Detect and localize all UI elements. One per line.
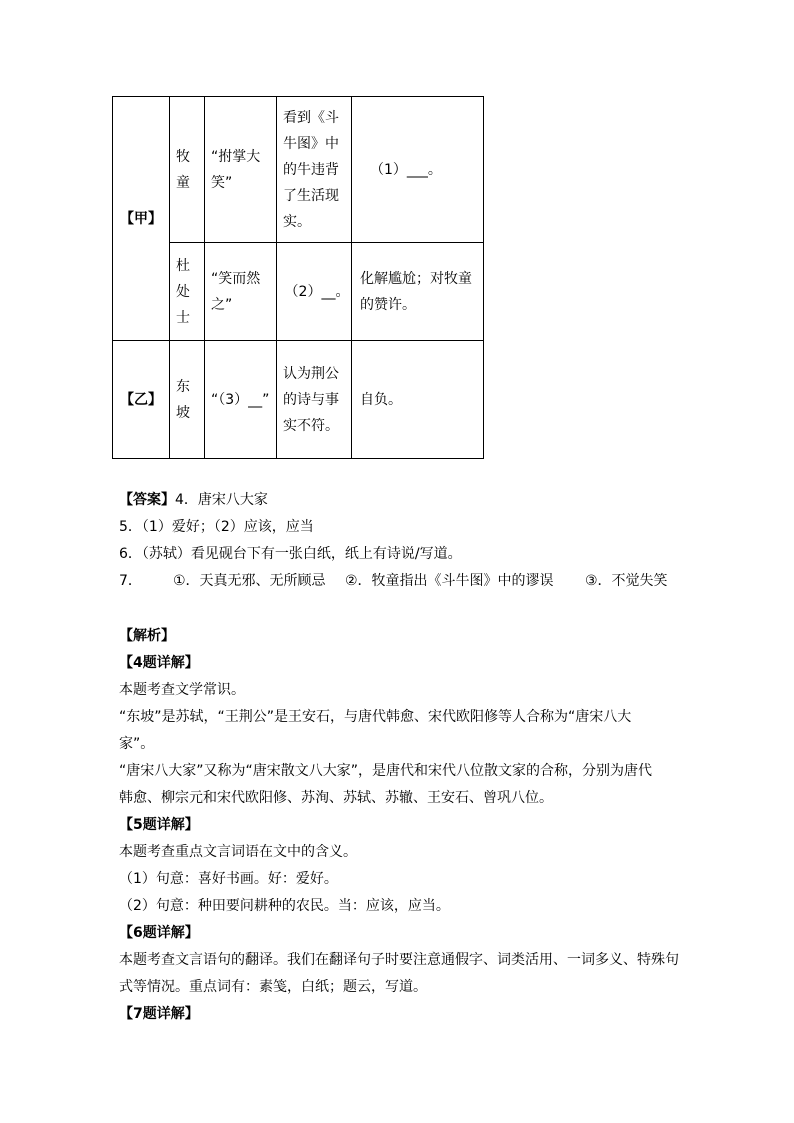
analysis-label: 【解析】 (119, 628, 175, 644)
answer-q4: 4．唐宋八大家 (175, 492, 268, 508)
group-jia-cell: 【甲】 (113, 97, 170, 341)
answer-q5: 5．（1）爱好；（2）应该，应当 (119, 519, 314, 535)
answer-q7 (119, 571, 668, 591)
paragraph: （2）句意：种田要问耕种的农民。当：应该，应当。 (119, 898, 450, 914)
table-row (113, 341, 484, 459)
paragraph: 家”。 (119, 736, 155, 752)
attitude-cell: 化解尴尬；对牧童的赞许。 (352, 243, 484, 341)
paragraph: “唐宋八大家”又称为“唐宋散文八大家”，是唐代和宋代八位散文家的合称，分别为唐代 (119, 763, 653, 779)
paragraph: 本题考查重点文言词语在文中的含义。 (119, 844, 357, 860)
answer-line (119, 490, 268, 510)
answer-q7-number: 7． (119, 573, 142, 589)
quote-cell: “（3）__” (205, 341, 277, 459)
paragraph: 韩愈、柳宗元和宋代欧阳修、苏洵、苏轼、苏辙、王安石、曾巩八位。 (119, 790, 553, 806)
person-cell: 牧童 (170, 97, 205, 243)
quote-cell: “拊掌大笑” (205, 97, 277, 243)
section-heading-5: 【5题详解】 (119, 817, 199, 833)
answer-label: 【答案】 (119, 492, 175, 508)
answer-q7-item: ①．天真无邪、无所顾忌 (173, 573, 326, 589)
quote-cell: “笑而然之” (205, 243, 277, 341)
comparison-table (112, 96, 484, 459)
reason-cell: （2）__。 (277, 243, 352, 341)
reason-cell: 认为荆公的诗与事实不符。 (277, 341, 352, 459)
paragraph: “东坡”是苏轼，“王荆公”是王安石，与唐代韩愈、宋代欧阳修等人合称为“唐宋八大 (119, 709, 632, 725)
reason-cell: 看到《斗牛图》中的牛违背了生活现实。 (277, 97, 352, 243)
answer-q6: 6．（苏轼）看见砚台下有一张白纸，纸上有诗说/写道。 (119, 546, 462, 562)
answer-q7-item: ②．牧童指出《斗牛图》中的谬误 (345, 573, 554, 589)
paragraph: 式等情况。重点词有：素笺，白纸；题云，写道。 (119, 979, 427, 995)
paragraph: 本题考查文言语句的翻译。我们在翻译句子时要注意通假字、词类活用、一词多义、特殊句 (119, 952, 679, 968)
paragraph: 本题考查文学常识。 (119, 682, 245, 698)
table-row (113, 97, 484, 243)
paragraph: （1）句意：喜好书画。好：爱好。 (119, 871, 338, 887)
group-yi-cell: 【乙】 (113, 341, 170, 459)
section-heading-7: 【7题详解】 (119, 1006, 199, 1022)
answer-q7-item: ③．不觉失笑 (585, 573, 668, 589)
section-heading-6: 【6题详解】 (119, 925, 199, 941)
person-cell: 东坡 (170, 341, 205, 459)
attitude-cell: （1）___。 (352, 97, 484, 243)
attitude-cell: 自负。 (352, 341, 484, 459)
person-cell: 杜处士 (170, 243, 205, 341)
section-heading-4: 【4题详解】 (119, 655, 199, 671)
